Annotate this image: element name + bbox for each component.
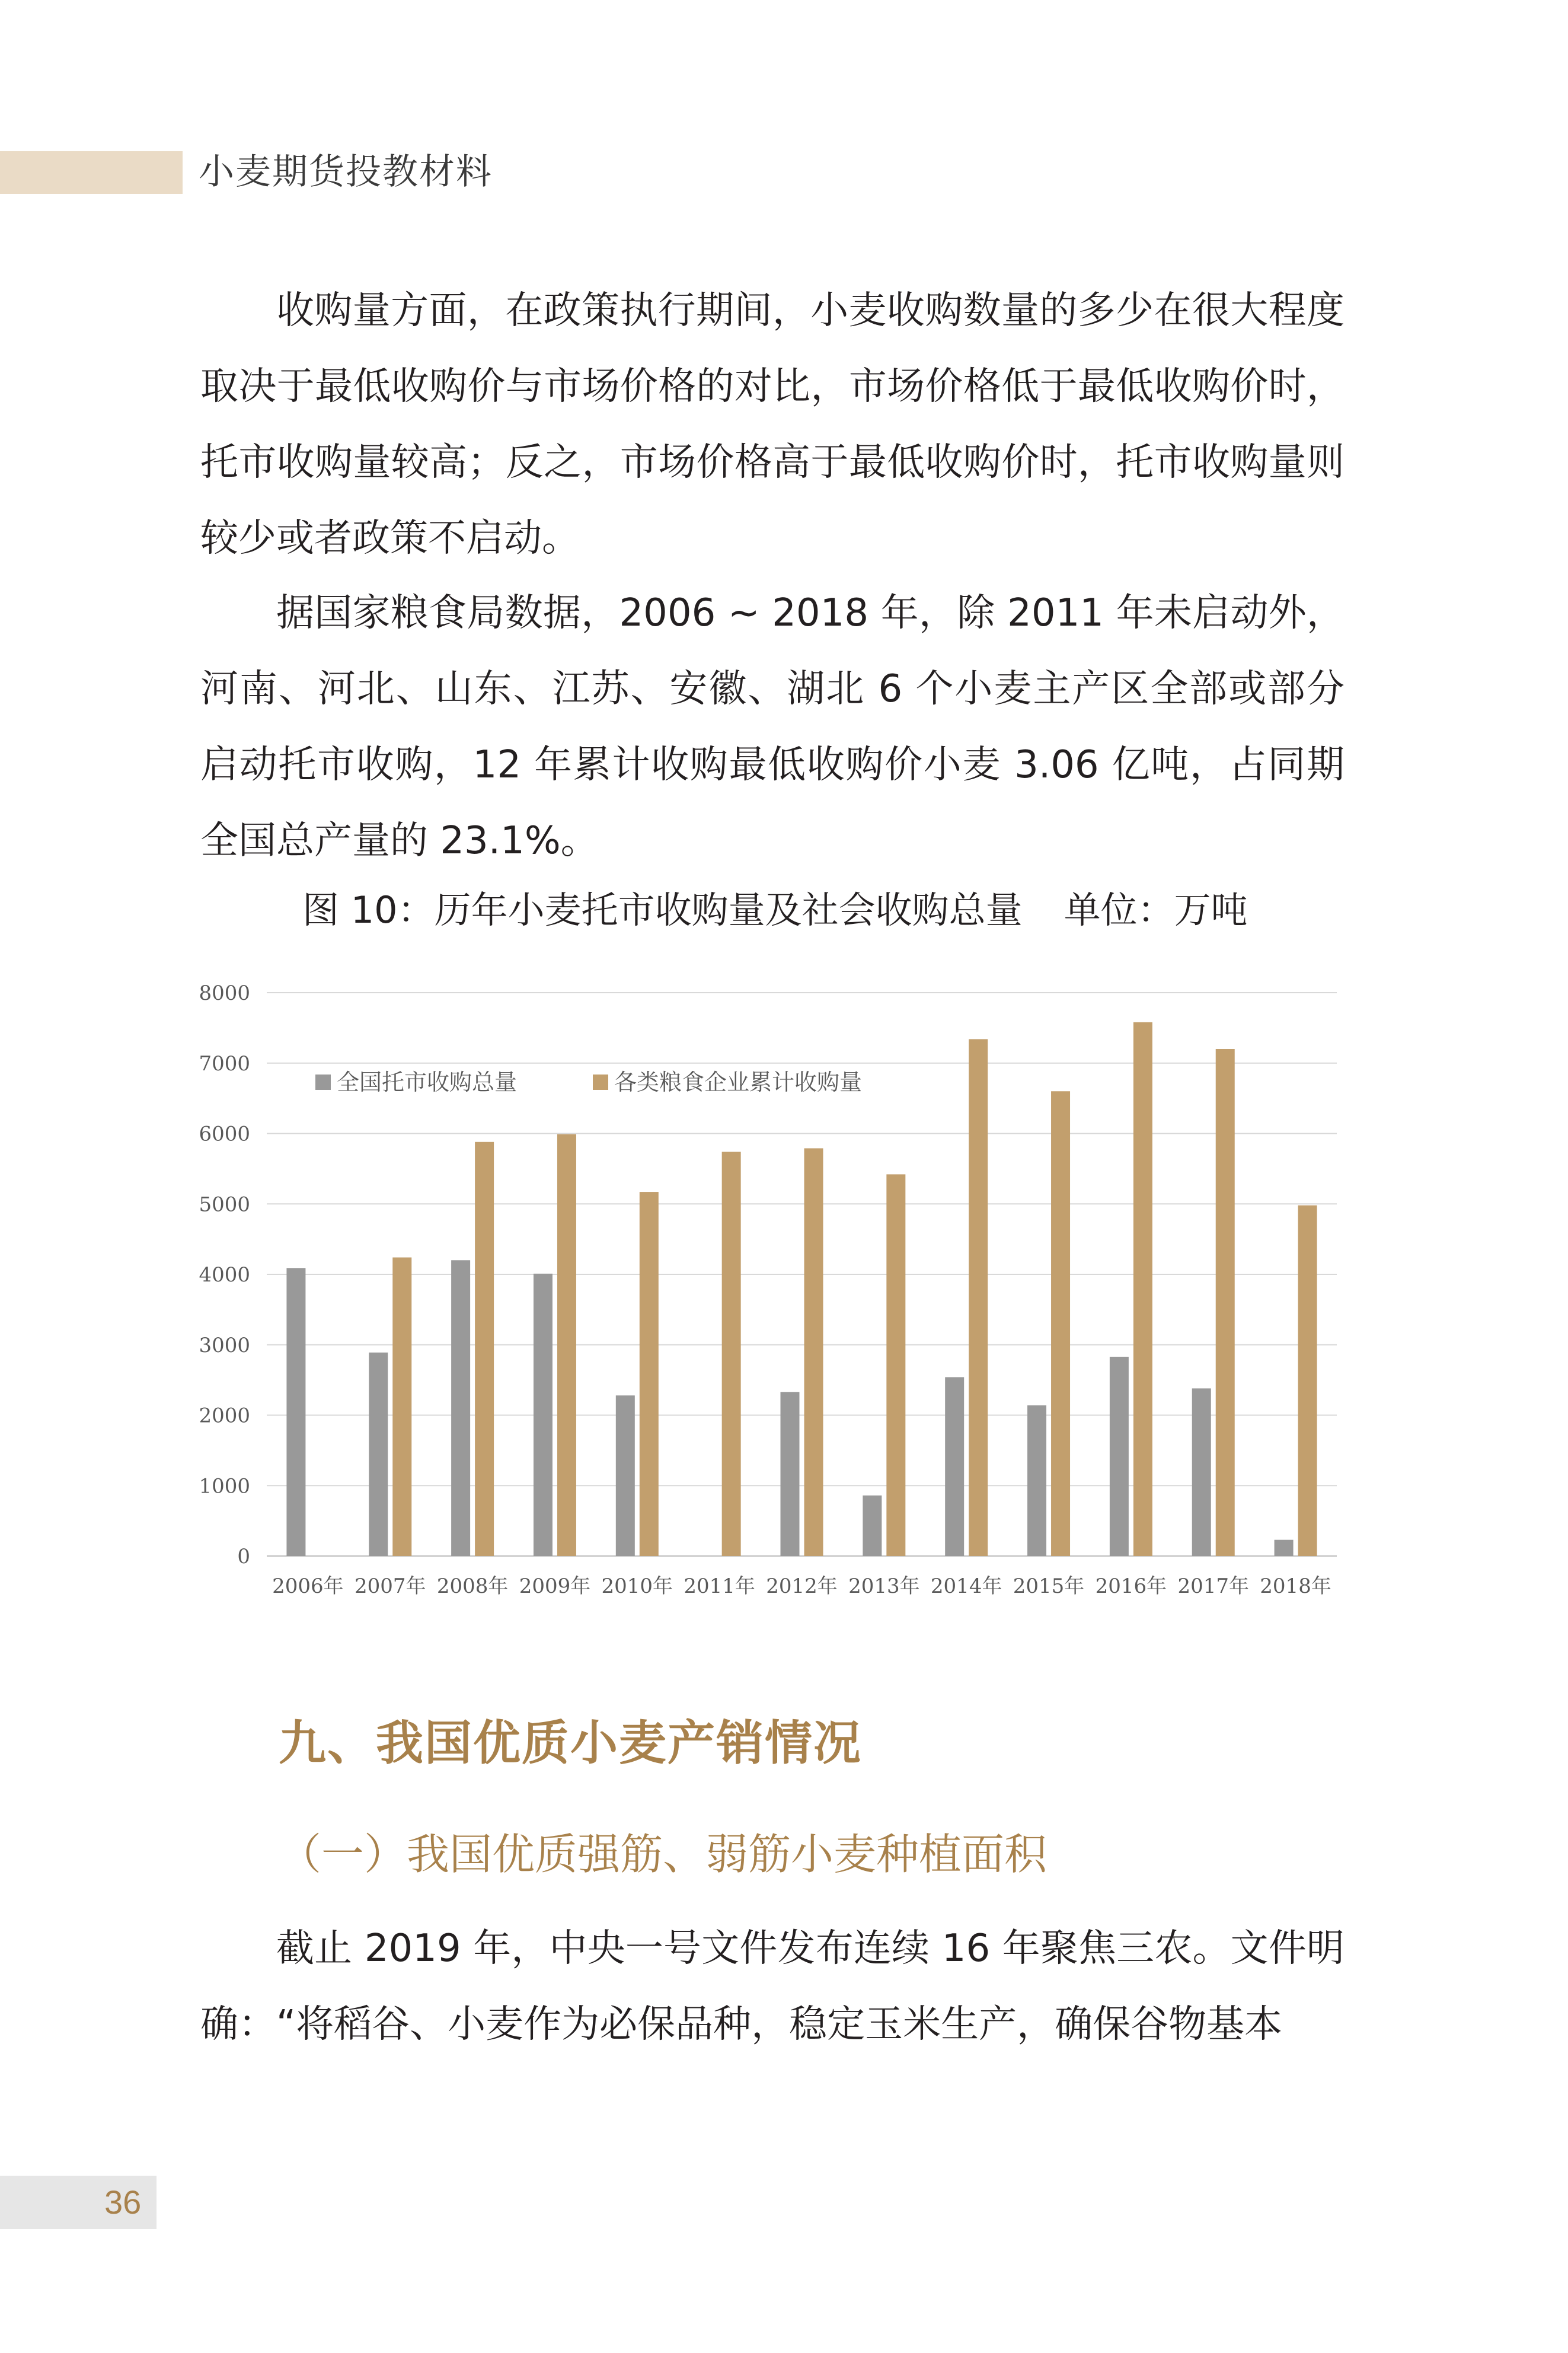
header-accent-band (0, 151, 183, 194)
bar-enterprise-purchase (1051, 1091, 1070, 1556)
bar-state-reserve-purchase (1192, 1388, 1211, 1556)
paragraph-policy-document: 截止 2019 年，中央一号文件发布连续 16 年聚焦三农。文件明确：“将稻谷、小麦作为必保品种，稳定玉米生产，确保谷物基本 (200, 1927, 1345, 2046)
bar-state-reserve-purchase (1275, 1540, 1294, 1556)
subsection-heading: （一）我国优质强筋、弱筋小麦种植面积 (279, 1829, 1048, 1879)
bar-state-reserve-purchase (781, 1392, 800, 1556)
bar-state-reserve-purchase (1027, 1405, 1046, 1556)
bar-enterprise-purchase (722, 1152, 741, 1556)
bar-state-reserve-purchase (286, 1268, 305, 1556)
bar-state-reserve-purchase (616, 1395, 635, 1556)
chart-y-tick-labels (199, 981, 250, 1568)
legend-swatch (593, 1075, 608, 1090)
legend-label: 各类粮食企业累计收购量 (614, 1069, 863, 1095)
y-tick-label: 3000 (199, 1333, 250, 1357)
y-tick-label: 5000 (199, 1193, 250, 1217)
bar-state-reserve-purchase (945, 1377, 964, 1556)
x-tick-label: 2006年 (272, 1574, 344, 1598)
bar-state-reserve-purchase (1110, 1357, 1129, 1556)
y-tick-label: 0 (237, 1545, 250, 1568)
x-tick-label: 2008年 (436, 1574, 509, 1598)
page-number: 36 (104, 2183, 142, 2221)
purchase-volume-bar-chart (178, 961, 1363, 1613)
y-tick-label: 1000 (199, 1474, 250, 1498)
bar-state-reserve-purchase (863, 1496, 882, 1556)
bar-enterprise-purchase (1216, 1049, 1235, 1556)
chart-bars (286, 1022, 1317, 1556)
legend-label: 全国托市收购总量 (337, 1069, 518, 1095)
bar-enterprise-purchase (557, 1134, 576, 1556)
x-tick-label: 2009年 (519, 1574, 591, 1598)
x-tick-label: 2013年 (848, 1574, 920, 1598)
paragraph-grain-bureau-data: 据国家粮食局数据，2006 ~ 2018 年，除 2011 年未启动外，河南、河北、山东、江苏、安徽、湖北 6 个小麦主产区全部或部分启动托市收购，12 年累计收购最低收购价小麦 3.06 亿吨，占同期全国总产量的 23.1%。 (200, 591, 1345, 863)
bar-enterprise-purchase (804, 1148, 823, 1556)
bar-enterprise-purchase (1298, 1206, 1317, 1556)
y-tick-label: 6000 (199, 1122, 250, 1146)
y-tick-label: 7000 (199, 1051, 250, 1076)
bar-state-reserve-purchase (534, 1274, 553, 1556)
bar-enterprise-purchase (969, 1039, 988, 1556)
x-tick-label: 2018年 (1260, 1574, 1331, 1598)
paragraph-purchase-volume: 收购量方面，在政策执行期间，小麦收购数量的多少在很大程度取决于最低收购价与市场价格的对比，市场价格低于最低收购价时，托市收购量较高；反之，市场价格高于最低收购价时，托市收购量则较少或者政策不启动。 (200, 289, 1345, 560)
y-tick-label: 4000 (199, 1263, 250, 1287)
figure-title: 图 10：历年小麦托市收购量及社会收购总量 (302, 888, 1023, 932)
y-tick-label: 8000 (199, 981, 250, 1005)
figure-unit: 单位：万吨 (1064, 888, 1248, 932)
section-heading: 九、我国优质小麦产销情况 (279, 1715, 862, 1771)
x-tick-label: 2007年 (355, 1574, 426, 1598)
x-tick-label: 2017年 (1177, 1574, 1249, 1598)
x-tick-label: 2011年 (684, 1574, 755, 1598)
x-tick-label: 2014年 (930, 1574, 1002, 1598)
x-tick-label: 2015年 (1013, 1574, 1085, 1598)
bar-enterprise-purchase (640, 1192, 659, 1556)
legend-swatch (315, 1075, 331, 1090)
bar-enterprise-purchase (392, 1258, 411, 1557)
x-tick-label: 2010年 (601, 1574, 673, 1598)
bar-state-reserve-purchase (451, 1260, 470, 1556)
bar-enterprise-purchase (1133, 1022, 1152, 1556)
bar-enterprise-purchase (886, 1174, 905, 1556)
chart-x-tick-labels (272, 1574, 1331, 1598)
running-header-title: 小麦期货投教材料 (199, 151, 493, 193)
x-tick-label: 2016年 (1095, 1574, 1167, 1598)
chart-legend (315, 1069, 862, 1095)
bar-state-reserve-purchase (369, 1353, 388, 1556)
figure-caption (302, 881, 1248, 940)
bar-enterprise-purchase (475, 1142, 494, 1556)
x-tick-label: 2012年 (766, 1574, 838, 1598)
y-tick-label: 2000 (199, 1404, 250, 1428)
